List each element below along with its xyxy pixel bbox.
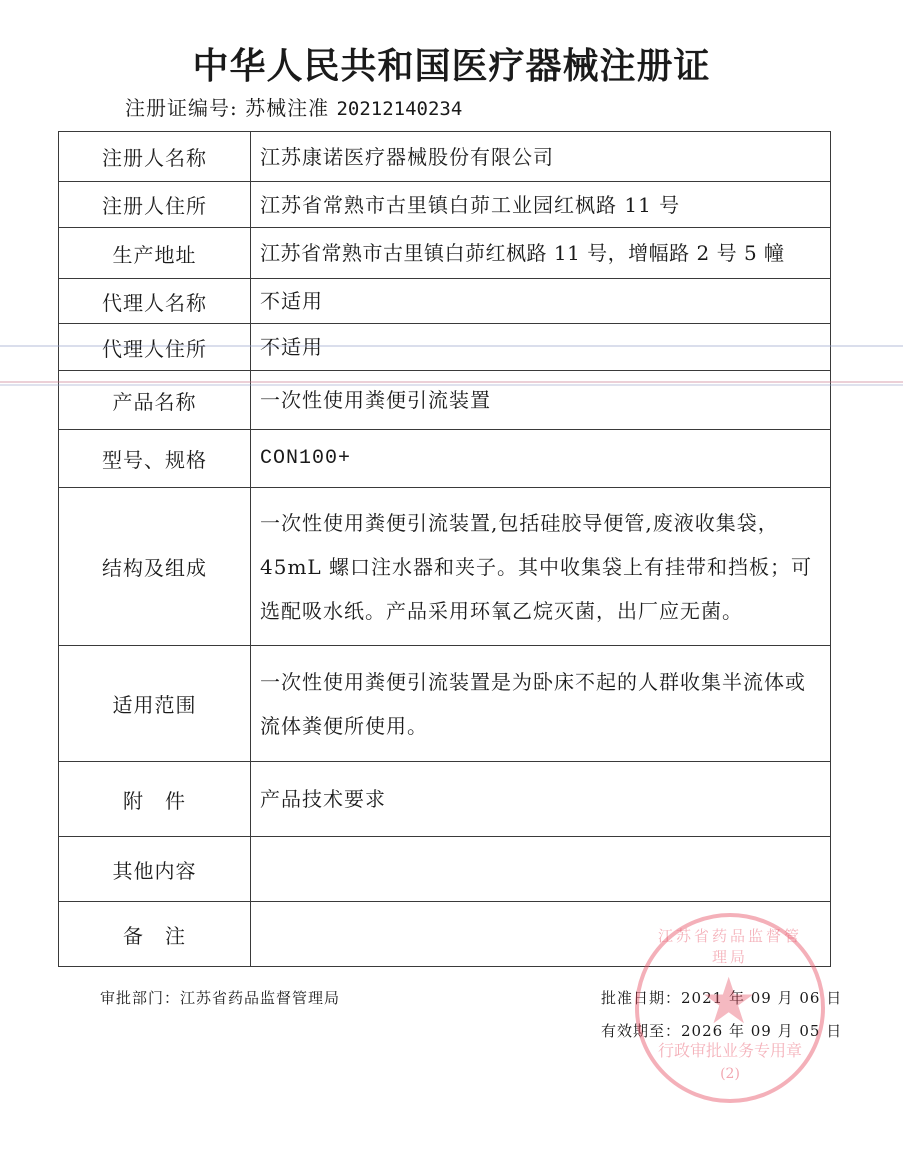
row-label: 附 件: [59, 762, 251, 837]
row-label: 其他内容: [59, 837, 251, 902]
scan-artifact-line: [0, 345, 903, 347]
registration-number-line: [125, 92, 462, 121]
table-row: [59, 488, 831, 646]
table-row: [59, 837, 831, 902]
row-label: 注册人住所: [59, 182, 251, 228]
table-row: [59, 646, 831, 762]
row-label: 生产地址: [59, 228, 251, 279]
registration-number-label: 注册证编号:: [125, 96, 238, 120]
row-value: 江苏省常熟市古里镇白茆工业园红枫路 11 号: [251, 182, 831, 228]
star-icon: ★: [700, 965, 758, 1039]
row-label: 型号、规格: [59, 430, 251, 488]
row-label: 适用范围: [59, 646, 251, 762]
certificate-table: [58, 131, 831, 967]
table-row: [59, 182, 831, 228]
row-value: CON100+: [251, 430, 831, 488]
valid-until-date: 有效期至：2026 年 09 月 05 日: [601, 1022, 843, 1040]
row-value: 产品技术要求: [251, 762, 831, 837]
row-label: 备 注: [59, 902, 251, 967]
row-value: 一次性使用粪便引流装置是为卧床不起的人群收集半流体或流体粪便所使用。: [251, 646, 831, 762]
table-row: [59, 228, 831, 279]
scan-artifact-line: [0, 381, 903, 383]
table-row: [59, 132, 831, 182]
row-value: 一次性使用粪便引流装置: [251, 371, 831, 430]
row-value: 江苏省常熟市古里镇白茆红枫路 11 号，增幅路 2 号 5 幢: [251, 228, 831, 279]
row-value: 不适用: [251, 324, 831, 371]
table-row: [59, 324, 831, 371]
row-label: 注册人名称: [59, 132, 251, 182]
approval-date: 批准日期：2021 年 09 月 06 日: [601, 989, 843, 1007]
row-value: 不适用: [251, 279, 831, 324]
table-row: [59, 371, 831, 430]
row-label: 代理人住所: [59, 324, 251, 371]
approval-department: 审批部门：江苏省药品监督管理局: [100, 989, 341, 1007]
scan-artifact-line: [0, 384, 903, 386]
row-value: 江苏康诺医疗器械股份有限公司: [251, 132, 831, 182]
row-label: 代理人名称: [59, 279, 251, 324]
row-label: 产品名称: [59, 371, 251, 430]
row-value: 一次性使用粪便引流装置,包括硅胶导便管,废液收集袋，45mL 螺口注水器和夹子。其中收集袋上有挂带和挡板；可选配吸水纸。产品采用环氧乙烷灭菌，出厂应无菌。: [251, 488, 831, 646]
table-row: [59, 430, 831, 488]
registration-number-prefix: 苏械注准: [245, 96, 330, 120]
row-label: 结构及组成: [59, 488, 251, 646]
registration-number: 20212140234: [336, 98, 463, 120]
seal-top-text: 江苏省药品监督管理局: [657, 927, 802, 966]
seal-number: (2): [720, 1066, 740, 1082]
table-row: [59, 762, 831, 837]
seal-bottom-text: 行政审批业务专用章: [657, 1041, 802, 1060]
table-row: [59, 279, 831, 324]
document-title: 中华人民共和国医疗器械注册证: [192, 46, 711, 87]
row-value: [251, 837, 831, 902]
